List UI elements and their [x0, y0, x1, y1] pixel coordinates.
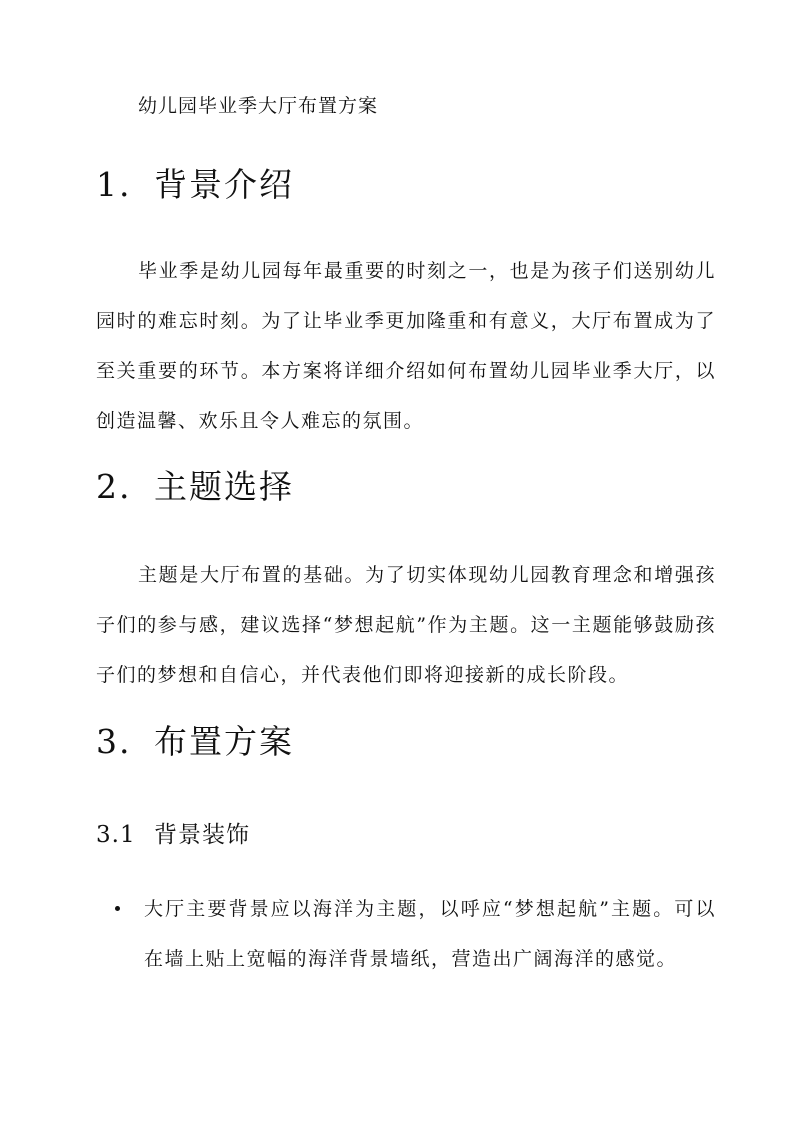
- section-1-number: 1.: [96, 165, 132, 204]
- section-2-number: 2.: [96, 467, 132, 506]
- document-title: 幼儿园毕业季大厅布置方案: [138, 95, 379, 117]
- section-3-number: 3.: [96, 722, 132, 761]
- list-item-text: 大厅主要背景应以海洋为主题，以呼应“梦想起航”主题。可以在墙上贴上宽幅的海洋背景墙纸，营造出广阔海洋的感觉。: [144, 898, 716, 970]
- section-2-title: 主题选择: [154, 467, 294, 506]
- subsection-3-1-heading: [96, 819, 250, 851]
- section-1-heading: [96, 163, 294, 207]
- section-3-title: 布置方案: [154, 722, 294, 761]
- section-2-heading: [96, 465, 294, 509]
- list-item: [96, 884, 716, 984]
- section-2-paragraph: 主题是大厅布置的基础。为了切实体现幼儿园教育理念和增强孩子们的参与感，建议选择“梦想起航”作为主题。这一主题能够鼓励孩子们的梦想和自信心，并代表他们即将迎接新的成长阶段。: [96, 564, 716, 686]
- subsection-3-1-title: 背景装饰: [154, 822, 250, 848]
- section-3-heading: [96, 720, 294, 764]
- subsection-3-1-number: 3.1: [96, 822, 136, 848]
- section-1-paragraph: 毕业季是幼儿园每年最重要的时刻之一，也是为孩子们送别幼儿园时的难忘时刻。为了让毕业季更加隆重和有意义，大厅布置成为了至关重要的环节。本方案将详细介绍如何布置幼儿园毕业季大厅，以创造温馨、欢乐且令人难忘的氛围。: [96, 260, 716, 432]
- bullet-icon: [115, 906, 120, 911]
- section-1-title: 背景介绍: [154, 165, 294, 204]
